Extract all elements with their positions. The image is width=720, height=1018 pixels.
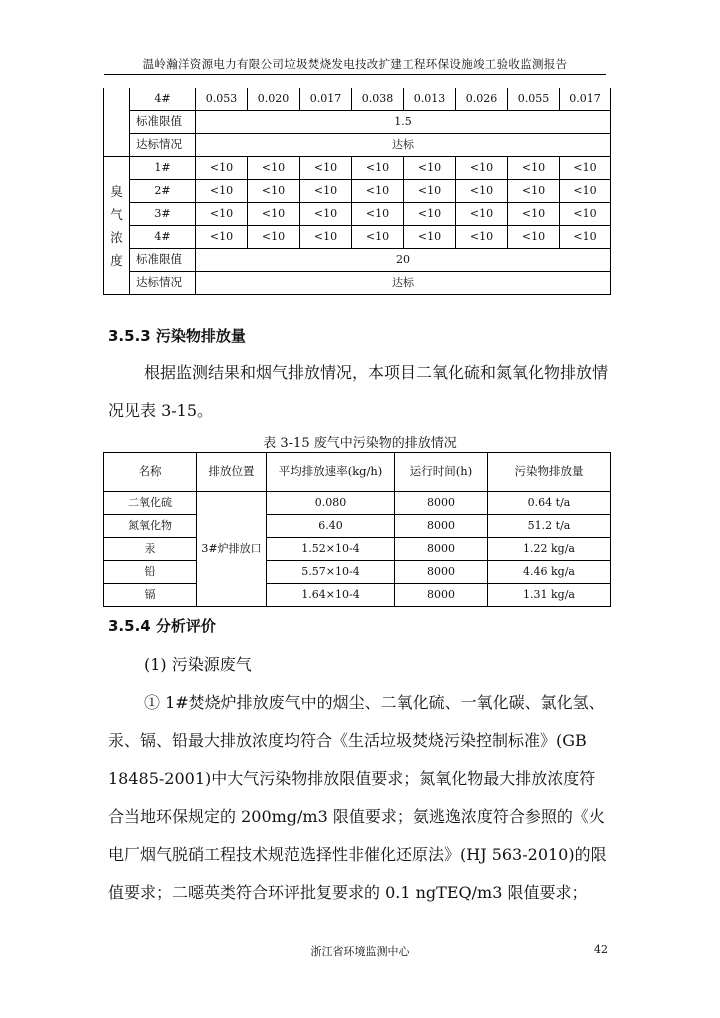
row-label: 4# [130,226,196,249]
table-cell: <10 [300,180,352,203]
odor-category [104,157,130,295]
table-cell: <10 [560,157,611,180]
table-cell: <10 [352,157,404,180]
table-cell: 0.055 [508,88,560,111]
table-cell: 0.020 [248,88,300,111]
row-label: 2# [130,180,196,203]
limit-value: 1.5 [196,111,611,134]
table-cell: <10 [300,203,352,226]
row-label: 1# [130,157,196,180]
table-row [104,249,611,272]
table-cell: 0.017 [560,88,611,111]
report-header: 温岭瀚洋资源电力有限公司垃圾焚烧发电技改扩建工程环保设施竣工验收监测报告 [142,57,568,71]
table-header-row [104,453,611,492]
table-cell: 4.46 kg/a [488,561,611,584]
table-cell: <10 [248,180,300,203]
table-cell: <10 [404,157,456,180]
table-cell: <10 [352,203,404,226]
column-header: 运行时间(h) [395,453,488,492]
table-cell: <10 [560,226,611,249]
table-row [104,157,611,180]
row-label: 4# [130,88,196,111]
table-cell: <10 [404,226,456,249]
table-cell: <10 [352,180,404,203]
table-cell: 铅 [104,561,197,584]
table-cell: <10 [560,180,611,203]
table-cell: 6.40 [267,515,395,538]
table-row [104,538,611,561]
row-label: 3# [130,203,196,226]
table-cell: 5.57×10-4 [267,561,395,584]
table-row [104,203,611,226]
table-cell: <10 [248,203,300,226]
table-cell: 汞 [104,538,197,561]
table-cell: <10 [196,203,248,226]
body-paragraph: 根据监测结果和烟气排放情况，本项目二氧化硫和氮氧化物排放情况见表 3-15。 [108,363,609,420]
table-cell: <10 [196,226,248,249]
table-cell: <10 [404,203,456,226]
status-label: 达标情况 [130,272,196,295]
table-cell: 8000 [395,515,488,538]
table-cell: 镉 [104,584,197,607]
table-cell: <10 [196,180,248,203]
table-cell: <10 [560,203,611,226]
table-cell: 51.2 t/a [488,515,611,538]
table-cell: 氮氧化物 [104,515,197,538]
table-row [104,88,611,111]
limit-value: 20 [196,249,611,272]
table-row [104,226,611,249]
table-cell: <10 [456,180,508,203]
header-rule [104,74,606,75]
table-row [104,111,611,134]
table-cell: <10 [300,157,352,180]
table-cell: <10 [404,180,456,203]
section-heading: 3.5.4 分析评价 [108,617,216,635]
column-header: 名称 [104,453,197,492]
table-cell: 8000 [395,492,488,515]
table-cell: 8000 [395,561,488,584]
table-cell: 0.017 [300,88,352,111]
table-cell: 1.64×10-4 [267,584,395,607]
table-cell: <10 [508,226,560,249]
body-paragraph: ① 1#焚烧炉排放废气中的烟尘、二氧化硫、一氧化碳、氯化氢、汞、镉、铅最大排放浓度均符合《生活垃圾焚烧污染控制标准》(GB 18485-2001)中大气污染物排放限值要求；氮氧化物最大排放浓度符合当地环保规定的 200mg/m3 限值要求；氨逃逸浓度符合参照的《火电厂烟气脱硝工程技术规范选择性非催化还原法》(HJ 563-2010)的限值要求；二噁英类符合环评批复要求的 0.1 ngTEQ/m3 限值要求； [108,693,607,902]
table-cell: 8000 [395,538,488,561]
table-row [104,515,611,538]
column-header: 平均排放速率(kg/h) [267,453,395,492]
table-cell: 0.080 [267,492,395,515]
table-caption: 表 3-15 废气中污染物的排放情况 [263,436,457,451]
table-row [104,492,611,515]
status-label: 达标情况 [130,134,196,157]
table-cell: 0.013 [404,88,456,111]
page-number: 42 [594,943,608,956]
status-value: 达标 [196,272,611,295]
table-row [104,561,611,584]
table-cell: <10 [300,226,352,249]
table-cell: <10 [508,157,560,180]
table-cell: 0.038 [352,88,404,111]
limit-label: 标准限值 [130,111,196,134]
table-cell: <10 [248,226,300,249]
table-cell: 0.053 [196,88,248,111]
table-cell: <10 [508,180,560,203]
table-cell: <10 [456,226,508,249]
table-cell: 1.22 kg/a [488,538,611,561]
section-heading: 3.5.3 污染物排放量 [108,327,246,345]
category-cell-continued [104,88,130,157]
monitoring-table [103,88,611,295]
table-row [104,134,611,157]
table-row [104,272,611,295]
position-merged-cell: 3#炉排放口 [197,492,267,607]
status-value: 达标 [196,134,611,157]
column-header: 污染物排放量 [488,453,611,492]
table-cell: <10 [508,203,560,226]
table-row [104,584,611,607]
table-cell: <10 [456,203,508,226]
table-cell: <10 [456,157,508,180]
limit-label: 标准限值 [130,249,196,272]
footer-org: 浙江省环境监测中心 [310,945,410,958]
emission-table [103,452,611,607]
table-cell: <10 [196,157,248,180]
table-cell: 二氧化硫 [104,492,197,515]
table-cell: <10 [352,226,404,249]
column-header: 排放位置 [197,453,267,492]
table-cell: 0.64 t/a [488,492,611,515]
odor-category-text: 臭气浓度 [110,183,123,268]
table-cell: 8000 [395,584,488,607]
table-cell: 0.026 [456,88,508,111]
table-cell: 1.52×10-4 [267,538,395,561]
subsection-label: (1) 污染源废气 [144,655,252,674]
table-cell: 1.31 kg/a [488,584,611,607]
table-cell: <10 [248,157,300,180]
table-row [104,180,611,203]
